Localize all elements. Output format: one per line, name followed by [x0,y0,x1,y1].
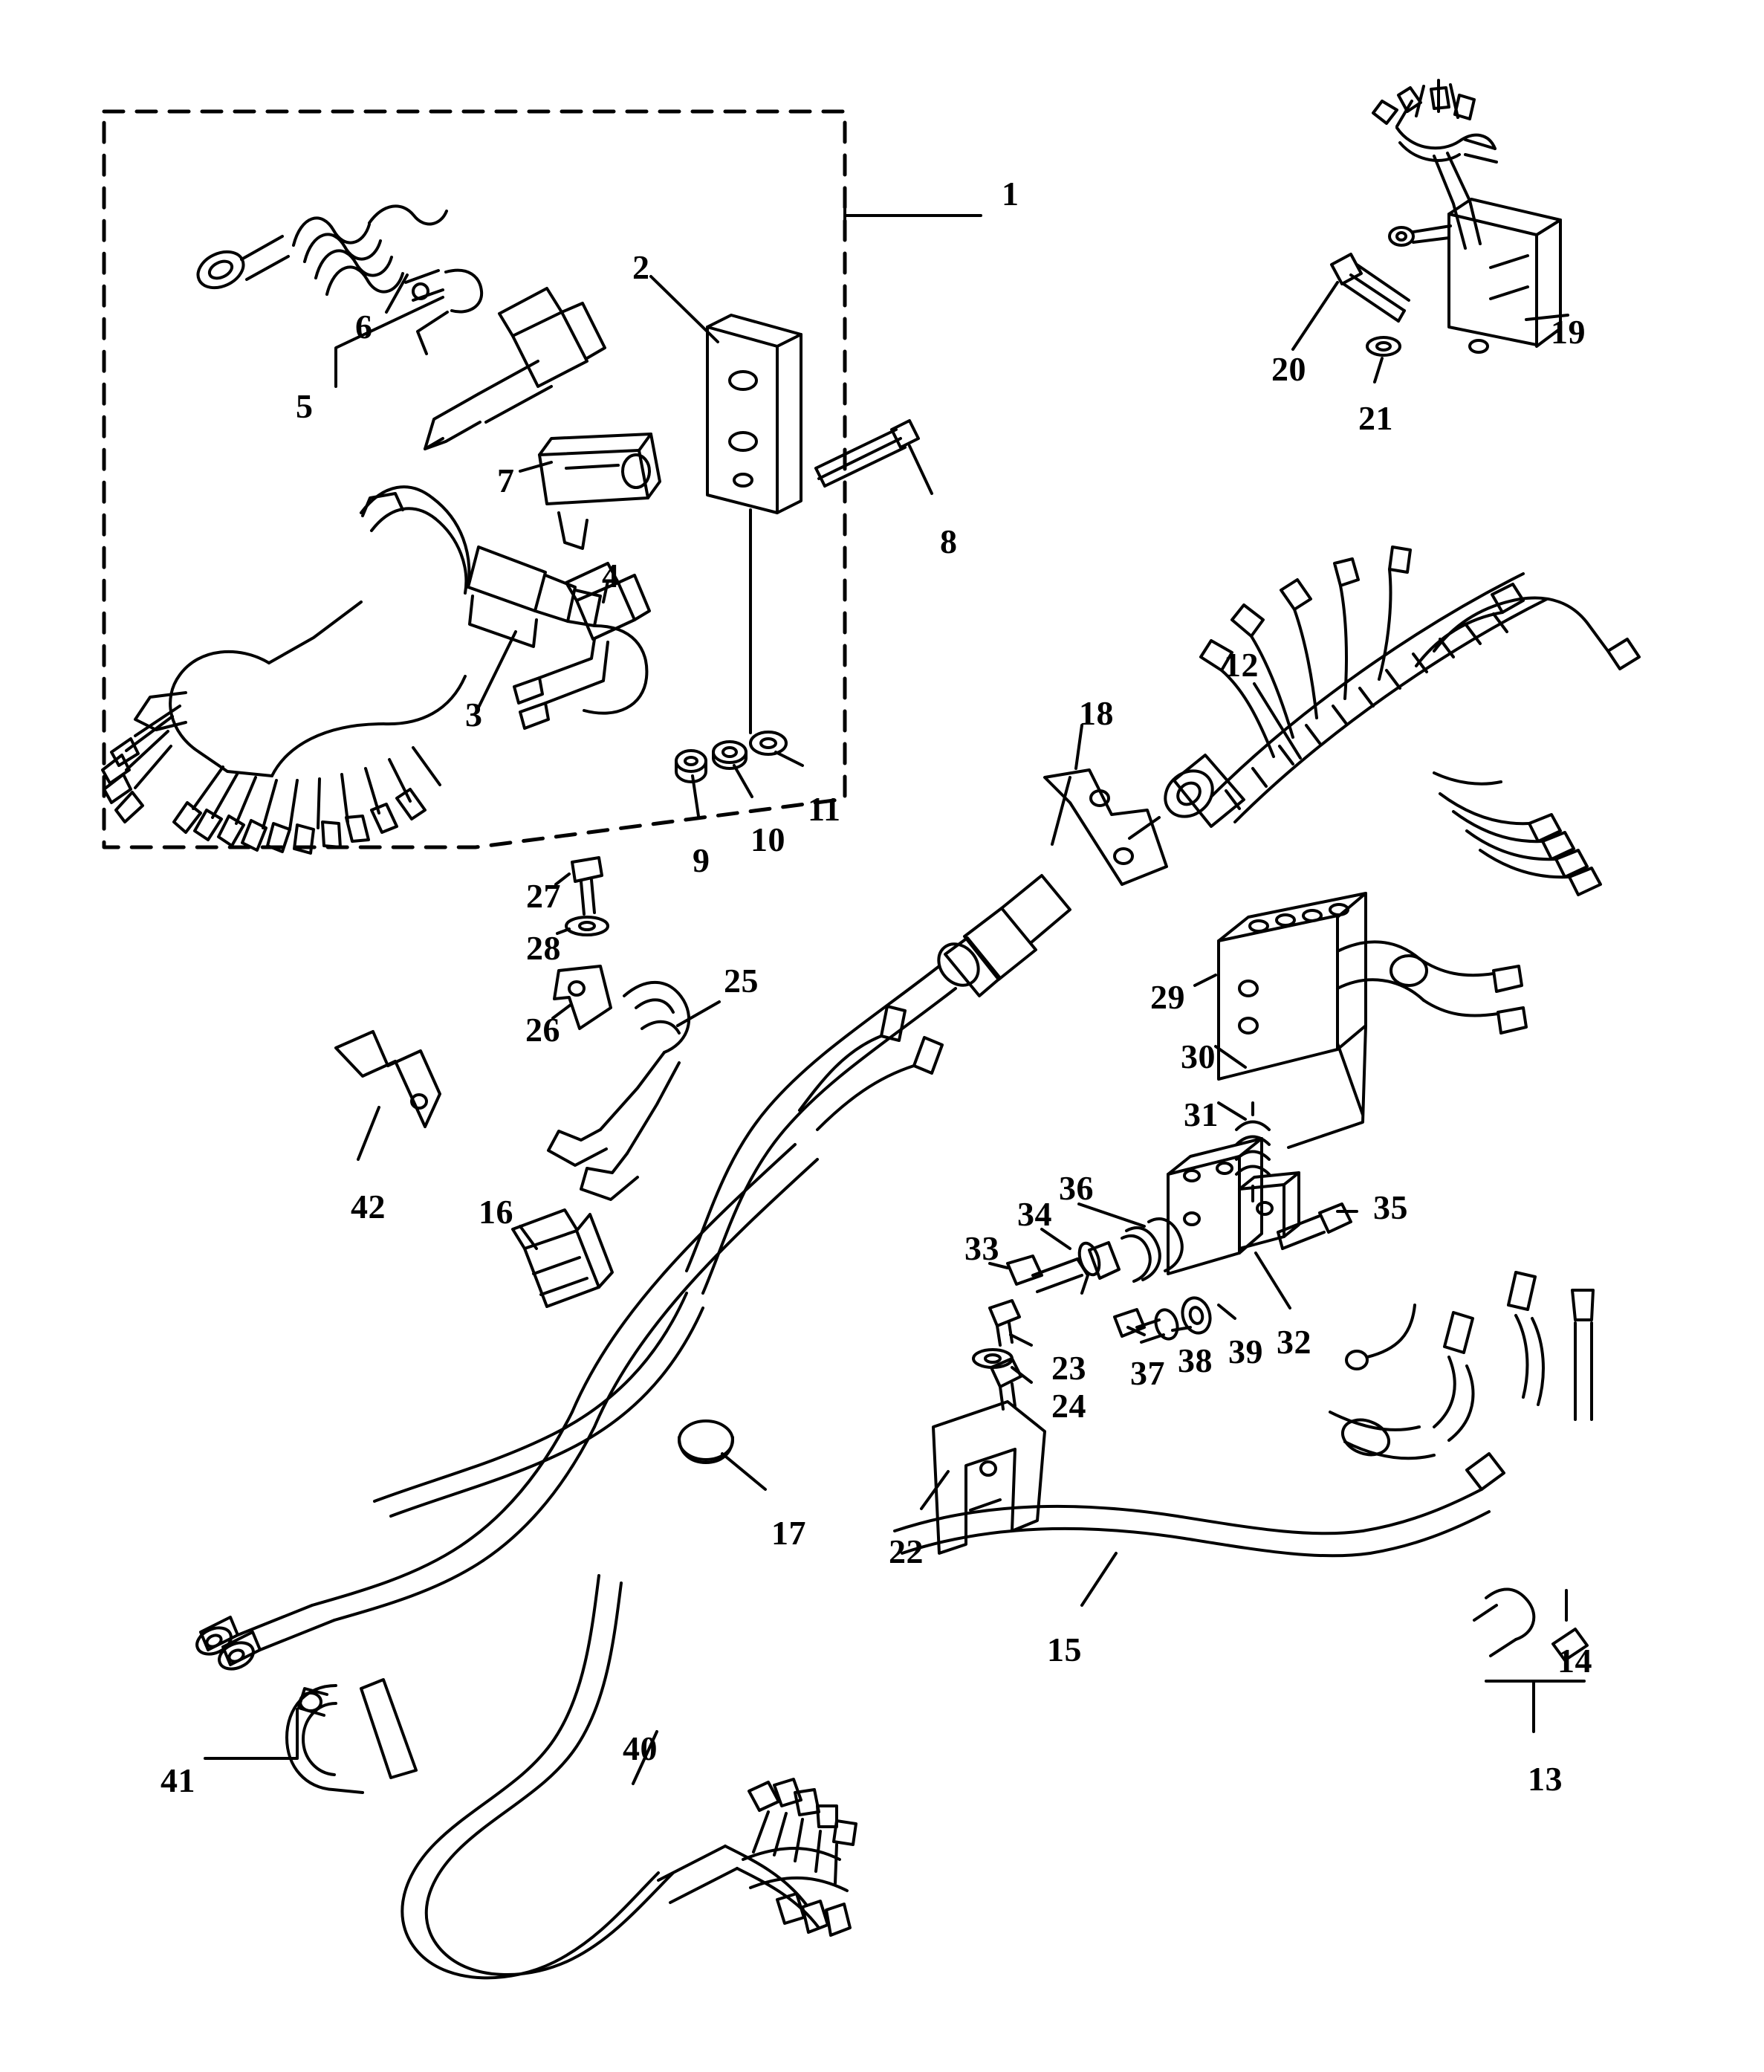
callout-42[interactable]: 42 [351,1188,386,1226]
leader-23 [1011,1335,1031,1345]
part-bracket-assembly [990,1139,1357,1342]
callout-41[interactable]: 41 [160,1761,195,1799]
callout-30[interactable]: 30 [1181,1037,1216,1075]
callout-20[interactable]: 20 [1271,350,1306,388]
part-fasteners-9-10-11 [676,510,802,816]
leader-7 [520,462,551,471]
callout-36[interactable]: 36 [1059,1169,1094,1207]
leader-11 [776,752,802,765]
callout-9[interactable]: 9 [693,841,710,879]
callout-38[interactable]: 38 [1178,1341,1213,1379]
callout-39[interactable]: 39 [1228,1333,1263,1370]
part-main-harness [1129,547,1639,895]
callout-19[interactable]: 19 [1551,313,1586,351]
callout-28[interactable]: 28 [526,929,561,967]
leader-25 [678,1002,719,1026]
callout-14[interactable]: 14 [1557,1642,1592,1680]
callout-26[interactable]: 26 [525,1011,560,1049]
callout-33[interactable]: 33 [964,1229,999,1267]
leader-36 [1079,1204,1144,1226]
callout-32[interactable]: 32 [1277,1323,1311,1361]
callout-2[interactable]: 2 [632,248,650,286]
part-harness-bracket [1045,725,1167,884]
leader-17 [722,1454,765,1489]
callout-35[interactable]: 35 [1373,1188,1408,1226]
callout-10[interactable]: 10 [750,820,785,858]
callout-4[interactable]: 4 [602,557,620,595]
callout-22[interactable]: 22 [889,1532,924,1570]
callout-25[interactable]: 25 [724,962,759,1000]
callout-12[interactable]: 12 [1224,646,1259,684]
callout-29[interactable]: 29 [1150,978,1185,1016]
leader-39 [1219,1305,1235,1318]
callout-3[interactable]: 3 [465,696,483,734]
part-bracket-42 [336,1032,440,1159]
leader-6 [386,275,407,312]
leader-32 [1256,1253,1290,1308]
callout-11[interactable]: 11 [808,790,841,828]
leader-20 [1293,282,1337,349]
callout-7[interactable]: 7 [497,462,515,499]
callout-13[interactable]: 13 [1528,1760,1563,1798]
leader-31 [1219,1103,1245,1119]
part-screw-8 [816,421,932,493]
leader-5 [336,297,443,386]
part-choke-bracket [520,434,660,548]
part-extension-harness [402,1576,856,1978]
part-connector-25 [548,858,719,1200]
part-battery-cables [193,1006,1593,1732]
callout-8[interactable]: 8 [940,522,958,560]
leader-2 [651,276,718,342]
callout-6[interactable]: 6 [355,308,373,346]
callout-37[interactable]: 37 [1130,1354,1165,1392]
leader-8 [909,446,932,493]
callout-17[interactable]: 17 [771,1514,806,1552]
leader-29 [1195,975,1216,985]
part-cable-bracket-22 [921,1301,1045,1553]
callout-21[interactable]: 21 [1358,399,1393,437]
part-plug-17 [679,1421,765,1489]
callout-15[interactable]: 15 [1047,1631,1082,1668]
leader-42 [358,1107,379,1159]
part-clamp-41 [205,1680,416,1793]
part-lanyard-assembly [192,206,605,449]
callout-16[interactable]: 16 [479,1193,513,1231]
leader-15 [1082,1553,1116,1605]
leader-41 [205,1709,297,1758]
leader-21 [1375,358,1382,382]
callout-24[interactable]: 24 [1051,1387,1086,1425]
callout-18[interactable]: 18 [1079,694,1114,732]
callout-1[interactable]: 1 [1002,175,1019,213]
part-rectifier [1293,80,1568,382]
callout-5[interactable]: 5 [296,387,314,425]
part-mounting-plate [651,276,801,513]
leader-38 [1173,1327,1190,1330]
callout-27[interactable]: 27 [526,877,561,915]
part-solenoid-block [1195,893,1526,1201]
part-clamp-16 [513,1210,612,1307]
callout-31[interactable]: 31 [1184,1095,1219,1133]
leader-10 [734,765,752,797]
callout-34[interactable]: 34 [1017,1195,1052,1233]
callout-40[interactable]: 40 [623,1729,658,1767]
leader-13 [1486,1681,1534,1732]
callout-23[interactable]: 23 [1051,1349,1086,1387]
